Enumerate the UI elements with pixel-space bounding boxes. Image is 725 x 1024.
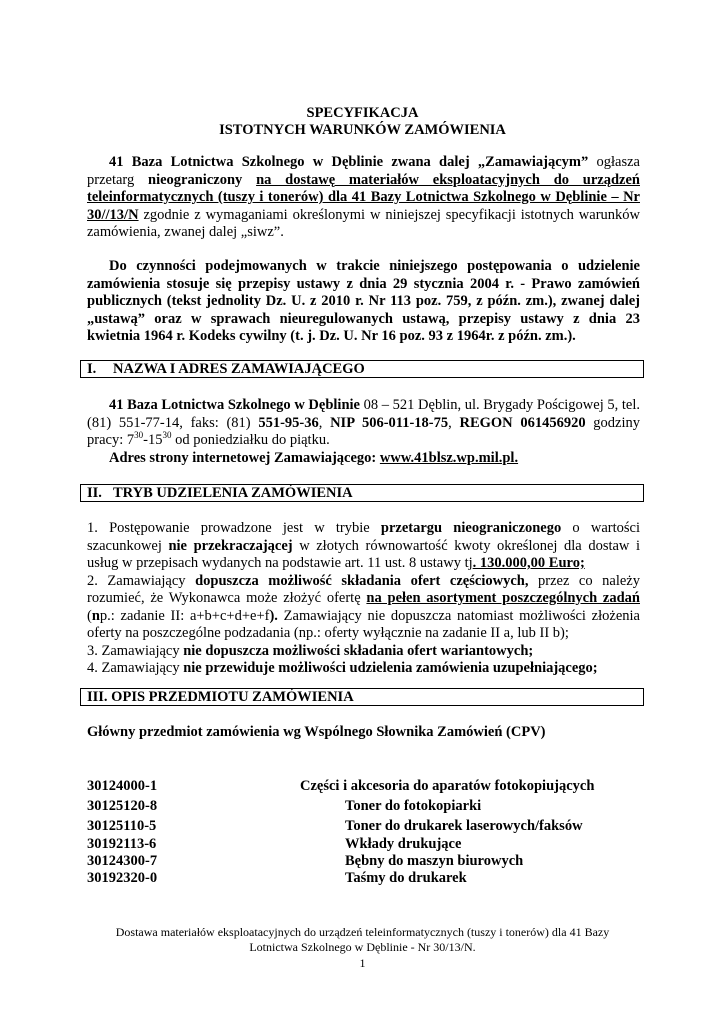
section-1-header [80,360,644,378]
cpv-row [87,835,640,853]
cpv-description: Wkłady drukujące [345,836,462,852]
cpv-code: 30192113-6 [87,836,157,852]
authority-address: 08 – 521 Dęblin, ul. Brygady Pościgowej 5, tel. (81) 551-77-14, faks: (81) [87,397,641,431]
section-2-number: II. [87,485,102,501]
cpv-row [87,852,640,870]
section-1-address: 41 Baza Lotnictwa Szkolnego w Dęblinie 08 – 521 Dęblin, ul. Brygady Pościgowej 5, tel. (81) 551-77-14, faks: (81) 551-95-36, NIP 506-011-18-75, REGON 061456920 godziny pracy: $7^{30}-15^{30}$ od poniedziałku do piątku. Adres strony internetowej Zamawiającego: www.41blsz.wp.mil.pl. [87,397,641,466]
section-1-title: NAZWA I ADRES ZAMAWIAJĄCEGO [113,361,365,377]
intro-tender-type: nieograniczony [148,171,243,188]
cpv-description: Toner do drukarek laserowych/faksów [345,818,583,834]
cpv-description: Taśmy do drukarek [345,870,467,886]
page-number: 1 [359,956,366,970]
intro-subject: na dostawę materiałów eksploatacyjnych do urządzeń teleinformatycznych (tuszy i tonerów) dla 41 Bazy Lotnictwa Szkolnego w Dęblinie – Nr 30//13/N [87,171,640,223]
footer-line2: Lotnictwa Szkolnego w Dęblinie - Nr 30/13/N. [249,940,476,954]
cpv-row [87,869,640,887]
cpv-description: Bębny do maszyn biurowych [345,853,524,869]
cpv-row [87,797,640,815]
authority-fax: 551-95-36 [258,414,319,431]
threshold-amount: . 130.000,00 Euro; [472,555,585,571]
working-hours: godziny pracy: 7 [87,414,641,448]
section-2-title: TRYB UDZIELENIA ZAMÓWIENIA [113,485,353,501]
authority-nip: NIP 506-011-18-75 [330,414,449,431]
section-2-point-3: 3. Zamawiający nie dopuszcza możliwości składania ofert wariantowych; [87,642,534,659]
document-title-line2: ISTOTNYCH WARUNKÓW ZAMÓWIENIA [219,122,506,138]
intro-contracting-authority: 41 Baza Lotnictwa Szkolnego w Dęblinie zwana dalej „Zamawiającym” [109,154,589,170]
cpv-code: 30124000-1 [87,778,158,794]
section-2-point-1: 1. Postępowanie prowadzone jest w trybie przetargu nieograniczonego o wartości szacunkowej nie przekraczającej w złotych równowartość kwoty określonej dla dostaw i usług w przepisach wydanych na podstawie art. 11 ust. 8 ustawy tj. 130.000,00 Euro; [87,520,640,571]
intro-text-end: zgodnie z wymaganiami określonymi w niniejszej specyfikacji istotnych warunków zamówienia, zwanej dalej „siwz”. [87,206,640,240]
cpv-row [87,817,640,835]
authority-name: 41 Baza Lotnictwa Szkolnego w Dęblinie [109,397,360,413]
intro-paragraph [87,154,640,242]
website-link[interactable]: www.41blsz.wp.mil.pl. [379,449,519,466]
section-2-point-2: 2. Zamawiający dopuszcza możliwość składania ofert częściowych, przez co należy rozumieć, że Wykonawca może złożyć ofertę na pełen asortyment poszczególnych zadań (np.: zadanie II: a+b+c+d+e+f). Zamawiający nie dopuszcza natomiast możliwości złożenia oferty na poszczególne podzadania (np.: oferty wyłącznie na zadanie II a, lub II b); [87,572,640,641]
footer-line1: Dostawa materiałów eksploatacyjnych do urządzeń teleinformatycznych (tuszy i tonerów) dla 41 Bazy [115,925,610,939]
cpv-description: Części i akcesoria do aparatów fotokopiujących [300,778,595,794]
cpv-row [87,777,640,795]
section-2-header [80,484,644,502]
cpv-code: 30125120-8 [87,798,158,814]
section-1-number: I. [87,361,97,377]
cpv-heading: Główny przedmiot zamówienia wg Wspólnego Słownika Zamówień (CPV) [87,724,546,740]
authority-regon: REGON 061456920 [459,414,586,431]
section-3-header [80,688,644,706]
law-paragraph: Do czynności podejmowanych w trakcie niniejszego postępowania o udzielenie zamówienia stosuje się przepisy ustawy z dnia 29 stycznia 2004 r. - Prawo zamówień publicznych (tekst jednolity Dz. U. z 2010 r. Nr 113 poz. 759, z późn. zm.), zwanej dalej „ustawą” oraz w sprawach nieuregulowanych ustawą, przepisy ustawy z dnia 23 kwietnia 1964 r. Kodeks cywilny (t. j. Dz. U. Nr 16 poz. 93 z 1964r. z późn. zm.). [87,258,640,344]
cpv-description: Toner do fotokopiarki [345,798,482,814]
cpv-code: 30192320-0 [87,870,158,886]
section-2-content [87,520,640,678]
document-title-line1: SPECYFIKACJA [306,105,419,121]
intro-text: ogłasza przetarg [87,154,640,188]
cpv-code: 30124300-7 [87,853,158,869]
section-2-point-4: 4. Zamawiający nie przewiduje możliwości udzielenia zamówienia uzupełniającego; [87,660,598,676]
cpv-code: 30125110-5 [87,818,157,834]
section-3-title: III. OPIS PRZEDMIOTU ZAMÓWIENIA [87,689,354,705]
website-label: Adres strony internetowej Zamawiającego: [109,449,380,466]
